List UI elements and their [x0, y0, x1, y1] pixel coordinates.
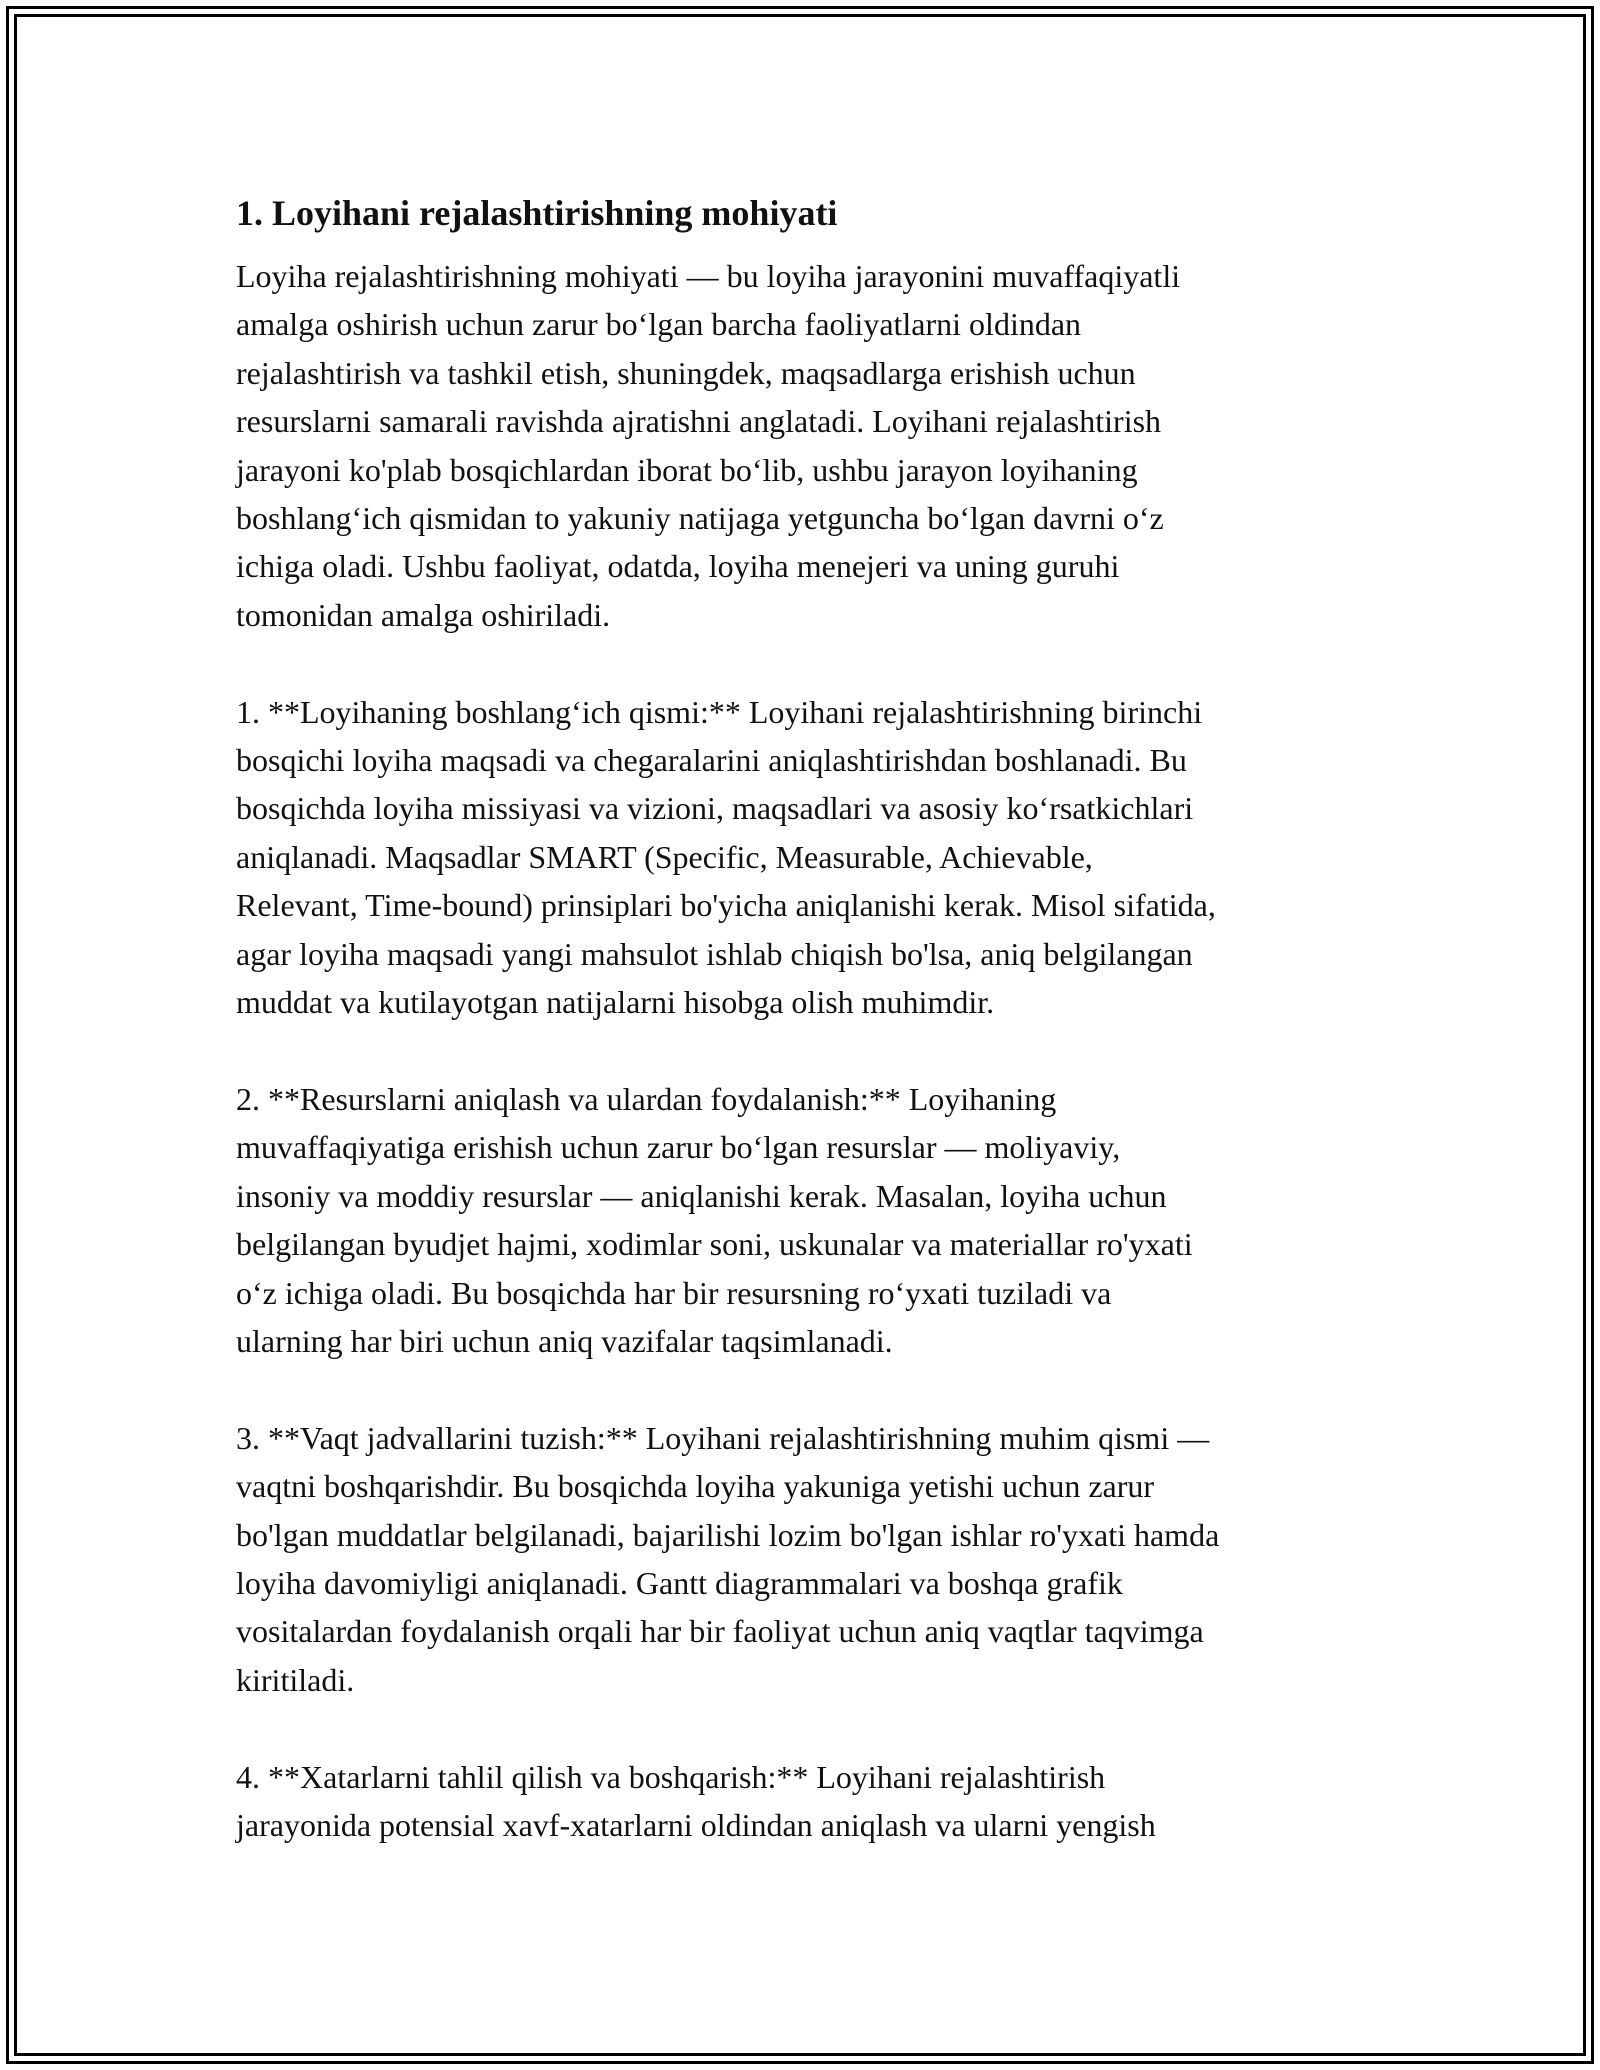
paragraph-gap — [236, 1365, 1376, 1413]
list-item-3-paragraph: 3. **Vaqt jadvallarini tuzish:** Loyihani rejalashtirishning muhim qismi — vaqtni boshqarishdir. Bu bosqichda loyiha yakuniga yetishi uchun zarur bo'lgan muddatlar belgilanadi, bajarilishi lozim bo'lgan ishlar ro'yxati hamda loyiha davomiyligi aniqlanadi. Gantt diagrammalari va boshqa grafik vositalardan foydalanish orqali har bir faoliyat uchun aniq vaqtlar taqvimga kiritiladi. — [236, 1419, 1220, 1698]
paragraph-gap — [236, 1704, 1376, 1752]
document-body — [236, 186, 1376, 1849]
page-title: 1. Loyihani rejalashtirishning mohiyati — [236, 193, 838, 233]
list-item-4-paragraph: 4. **Xatarlarni tahlil qilish va boshqarish:** Loyihani rejalashtirish jarayonida potensial xavf-xatarlarni oldindan aniqlash va ularni yengish — [236, 1758, 1156, 1843]
list-item-1-paragraph: 1. **Loyihaning boshlang‘ich qismi:** Loyihani rejalashtirishning birinchi bosqichi loyiha maqsadi va chegaralarini aniqlashtirishdan boshlanadi. Bu bosqichda loyiha missiyasi va vizioni, maqsadlari va asosiy ko‘rsatkichlari aniqlanadi. Maqsadlar SMART (Specific, Measurable, Achievable, Relevant, Time-bound) prinsiplari bo'yicha aniqlanishi kerak. Misol sifatida, agar loyiha maqsadi yangi mahsulot ishlab chiqish bo'lsa, aniq belgilangan muddat va kutilayotgan natijalarni hisobga olish muhimdir. — [236, 693, 1216, 1021]
paragraph-gap — [236, 639, 1376, 687]
intro-paragraph: Loyiha rejalashtirishning mohiyati — bu loyiha jarayonini muvaffaqiyatli amalga oshirish uchun zarur bo‘lgan barcha faoliyatlarni oldindan rejalashtirish va tashkil etish, shuningdek, maqsadlarga erishish uchun resurslarni samarali ravishda ajratishni anglatadi. Loyihani rejalashtirish jarayoni ko'plab bosqichlardan iborat bo‘lib, ushbu jarayon loyihaning boshlang‘ich qismidan to yakuniy natijaga yetguncha bo‘lgan davrni o‘z ichiga oladi. Ushbu faoliyat, odatda, loyiha menejeri va uning guruhi tomonidan amalga oshiriladi. — [236, 258, 1181, 633]
list-item-2-paragraph: 2. **Resurslarni aniqlash va ulardan foydalanish:** Loyihaning muvaffaqiyatiga erishish uchun zarur bo‘lgan resurslar — moliyaviy, insoniy va moddiy resurslar — aniqlanishi kerak. Masalan, loyiha uchun belgilangan byudjet hajmi, xodimlar soni, uskunalar va materiallar ro'yxati o‘z ichiga oladi. Bu bosqichda har bir resursning ro‘yxati tuziladi va ularning har biri uchun aniq vazifalar taqsimlanadi. — [236, 1080, 1193, 1359]
paragraph-gap — [236, 1026, 1376, 1074]
